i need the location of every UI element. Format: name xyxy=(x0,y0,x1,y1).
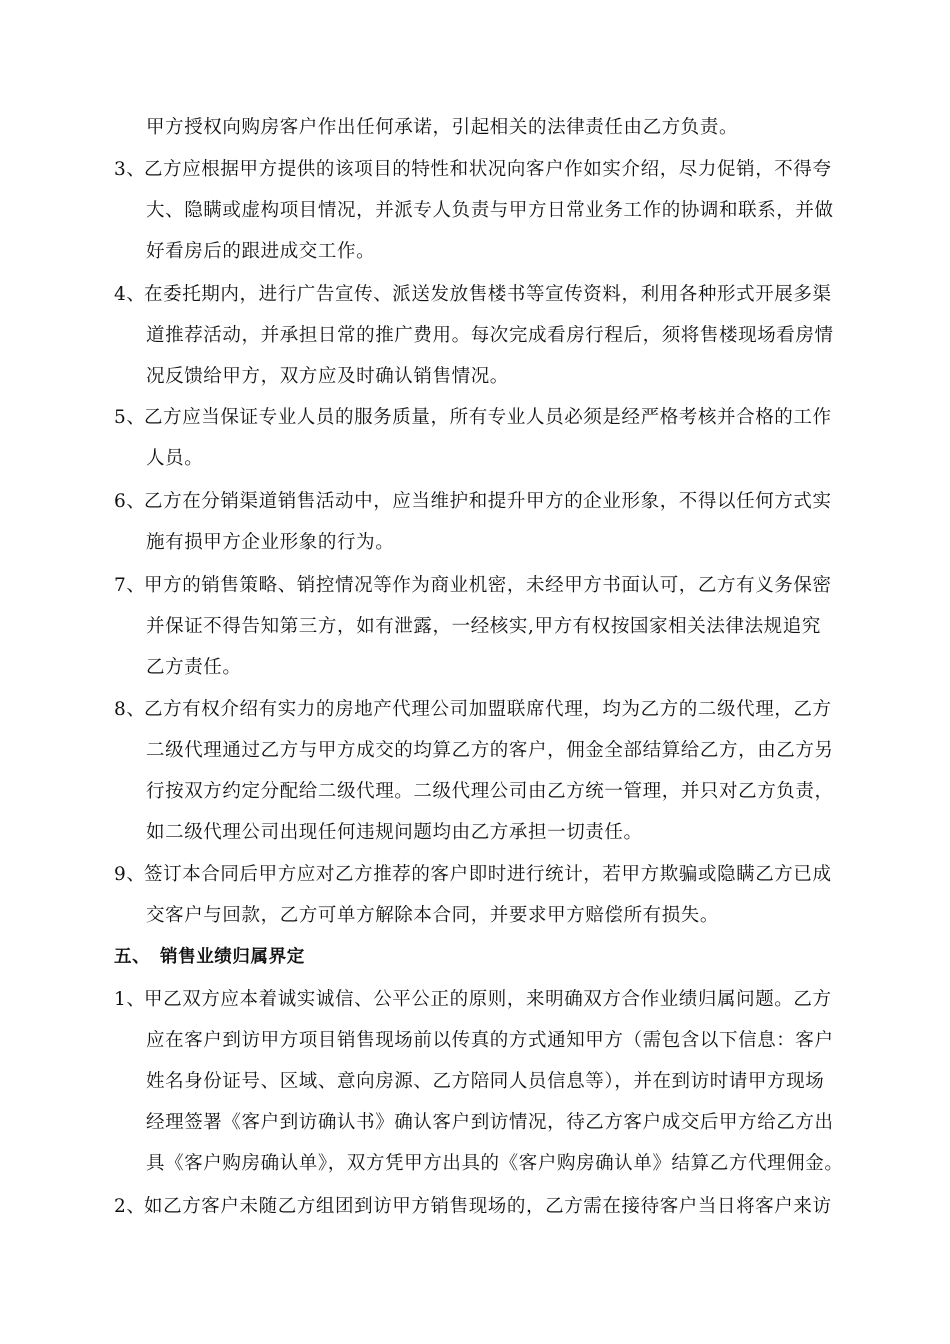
item-text-line: 道推荐活动，并承担日常的推广费用。每次完成看房行程后，须将售楼现场看房情 xyxy=(146,325,834,346)
item-number: 5、 xyxy=(114,407,146,428)
list-item xyxy=(114,574,832,598)
item-text-line: 好看房后的跟进成交工作。 xyxy=(146,241,376,262)
item-number: 1、 xyxy=(114,989,146,1010)
item-text-line: 甲乙双方应本着诚实诚信、公平公正的原则，来明确双方合作业绩归属问题。乙方 xyxy=(144,989,832,1010)
item-text-line: 况反馈给甲方，双方应及时确认销售情况。 xyxy=(146,366,509,387)
item-text-line: 行按双方约定分配给二级代理。二级代理公司由乙方统一管理，并只对乙方负责， xyxy=(146,781,834,802)
item-text-line: 在委托期内，进行广告宣传、派送发放售楼书等宣传资料，利用各种形式开展多渠 xyxy=(144,284,832,305)
item-text-line: 如乙方客户未随乙方组团到访甲方销售现场的，乙方需在接待客户当日将客户来访 xyxy=(144,1196,832,1217)
list-item xyxy=(114,1195,832,1219)
item-text-line: 甲方的销售策略、销控情况等作为商业机密，未经甲方书面认可，乙方有义务保密 xyxy=(144,575,832,596)
item-text-line: 应在客户到访甲方项目销售现场前以传真的方式通知甲方（需包含以下信息：客户 xyxy=(146,1030,834,1051)
item-number: 7、 xyxy=(114,575,146,596)
item-text-line: 并保证不得告知第三方，如有泄露，一经核实,甲方有权按国家相关法律法规追究 xyxy=(146,616,821,637)
item-text-line: 乙方责任。 xyxy=(146,657,242,678)
item-number: 4、 xyxy=(114,284,146,305)
section-title: 销售业绩归属界定 xyxy=(160,947,305,967)
list-item xyxy=(114,283,832,307)
item-number: 3、 xyxy=(114,159,146,180)
list-item xyxy=(114,158,832,182)
item-text-line: 乙方有权介绍有实力的房地产代理公司加盟联席代理，均为乙方的二级代理，乙方 xyxy=(144,699,832,720)
item-text-line: 乙方应根据甲方提供的该项目的特性和状况向客户作如实介绍，尽力促销，不得夸 xyxy=(144,159,832,180)
section-number: 五、 xyxy=(114,947,151,967)
item-text-line: 二级代理通过乙方与甲方成交的均算乙方的客户，佣金全部结算给乙方，由乙方另 xyxy=(146,740,834,761)
item-text-line: 签订本合同后甲方应对乙方推荐的客户即时进行统计，若甲方欺骗或隐瞒乙方已成 xyxy=(144,864,832,885)
item-text-line: 经理签署《客户到访确认书》确认客户到访情况，待乙方客户成交后甲方给乙方出 xyxy=(146,1112,834,1133)
item-text-line: 具《客户购房确认单》，双方凭甲方出具的《客户购房确认单》结算乙方代理佣金。 xyxy=(146,1153,844,1174)
list-item xyxy=(114,406,832,430)
item-number: 8、 xyxy=(114,699,146,720)
list-item xyxy=(114,863,832,887)
item-number: 9、 xyxy=(114,864,146,885)
section-heading xyxy=(114,945,305,969)
item-text-line: 姓名身份证号、区域、意向房源、乙方陪同人员信息等），并在到访时请甲方现场 xyxy=(146,1071,825,1092)
item-text-line: 人员。 xyxy=(146,448,204,469)
item-text-line: 乙方在分销渠道销售活动中，应当维护和提升甲方的企业形象，不得以任何方式实 xyxy=(144,491,832,512)
item-text-line: 大、隐瞒或虚构项目情况，并派专人负责与甲方日常业务工作的协调和联系，并做 xyxy=(146,200,834,221)
list-item xyxy=(114,698,832,722)
item-text-line: 如二级代理公司出现任何违规问题均由乙方承担一切责任。 xyxy=(146,822,643,843)
item-text-line: 乙方应当保证专业人员的服务质量，所有专业人员必须是经严格考核并合格的工作 xyxy=(144,407,832,428)
item-number: 6、 xyxy=(114,491,146,512)
list-item xyxy=(114,490,832,514)
item-number: 2、 xyxy=(114,1196,146,1217)
item-text-line: 施有损甲方企业形象的行为。 xyxy=(146,532,395,553)
list-item xyxy=(114,988,832,1012)
continuation-line: 甲方授权向购房客户作出任何承诺，引起相关的法律责任由乙方负责。 xyxy=(146,117,739,138)
item-text-line: 交客户与回款，乙方可单方解除本合同，并要求甲方赔偿所有损失。 xyxy=(146,905,720,926)
